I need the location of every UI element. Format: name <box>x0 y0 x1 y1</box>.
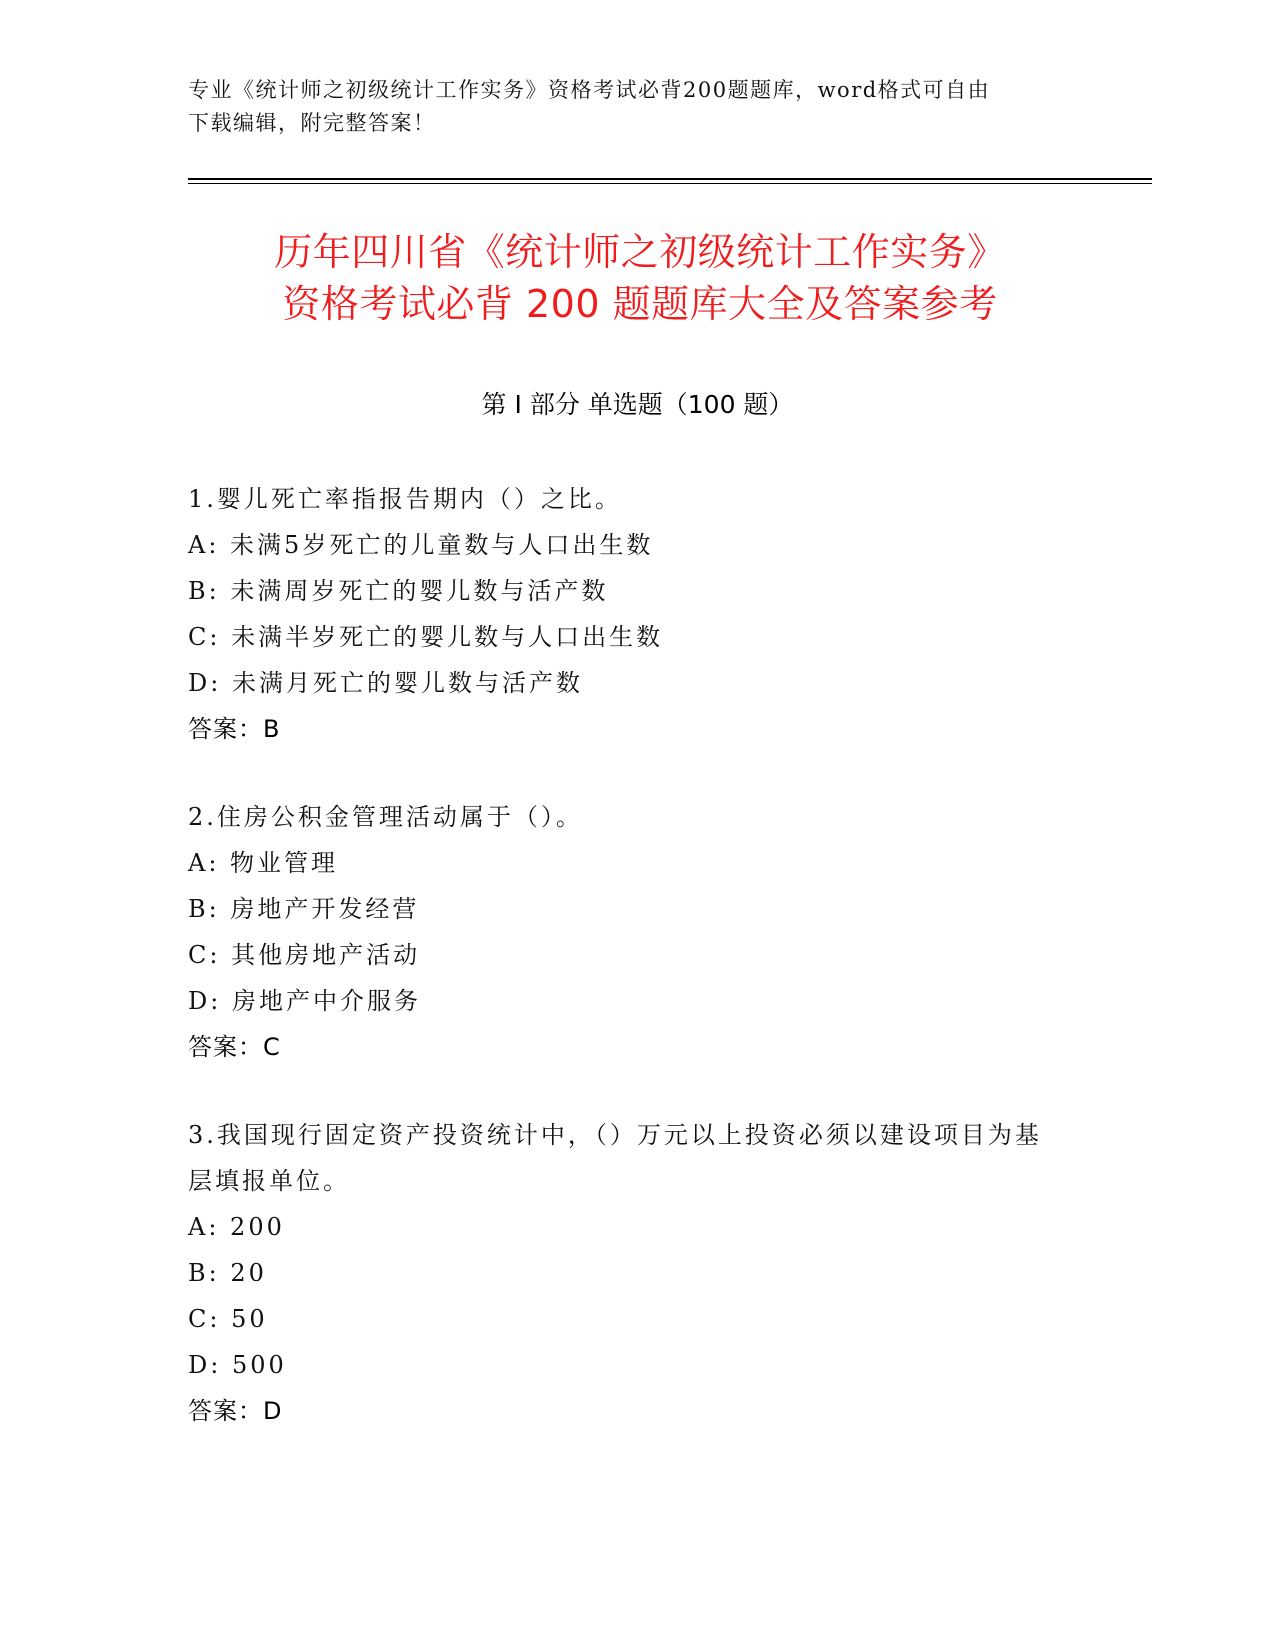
option-c: C: 未满半岁死亡的婴儿数与人口出生数 <box>188 623 664 651</box>
option-d: D: 未满月死亡的婴儿数与活产数 <box>188 669 583 697</box>
header-rule-thick <box>188 178 1152 180</box>
question-stem: 1.婴儿死亡率指报告期内（）之比。 <box>188 485 622 513</box>
question-stem: 3.我国现行固定资产投资统计中，（）万元以上投资必须以建设项目为基层填报单位。 <box>188 1121 1042 1195</box>
question-1 <box>188 476 1068 752</box>
question-3 <box>188 1112 1068 1434</box>
header-rule-thin <box>188 183 1152 184</box>
option-b: B: 未满周岁死亡的婴儿数与活产数 <box>188 577 609 605</box>
option-a: A: 物业管理 <box>188 849 339 877</box>
question-list <box>188 476 1068 1476</box>
document-title-line-2: 资格考试必背 200 题题库大全及答案参考 <box>282 282 998 326</box>
option-b: B: 20 <box>188 1259 267 1287</box>
section-title: 第 I 部分 单选题（100 题） <box>481 390 794 419</box>
question-stem: 2.住房公积金管理活动属于（）。 <box>188 803 583 831</box>
header-note-line-1: 专业《统计师之初级统计工作实务》资格考试必背200题题库，word格式可自由 <box>188 78 991 102</box>
question-2 <box>188 794 1068 1070</box>
option-a: A: 未满5岁死亡的儿童数与人口出生数 <box>188 531 654 559</box>
header-note-line-2: 下载编辑，附完整答案！ <box>188 111 436 135</box>
option-b: B: 房地产开发经营 <box>188 895 420 923</box>
option-d: D: 500 <box>188 1351 287 1379</box>
document-title-line-1: 历年四川省《统计师之初级统计工作实务》 <box>274 230 1006 274</box>
document-title <box>160 226 1120 330</box>
answer: 答案：B <box>188 715 281 743</box>
answer: 答案：D <box>188 1397 283 1425</box>
option-c: C: 50 <box>188 1305 268 1333</box>
answer: 答案：C <box>188 1033 281 1061</box>
option-d: D: 房地产中介服务 <box>188 987 421 1015</box>
option-a: A: 200 <box>188 1213 285 1241</box>
header-note <box>188 74 1068 140</box>
option-c: C: 其他房地产活动 <box>188 941 421 969</box>
